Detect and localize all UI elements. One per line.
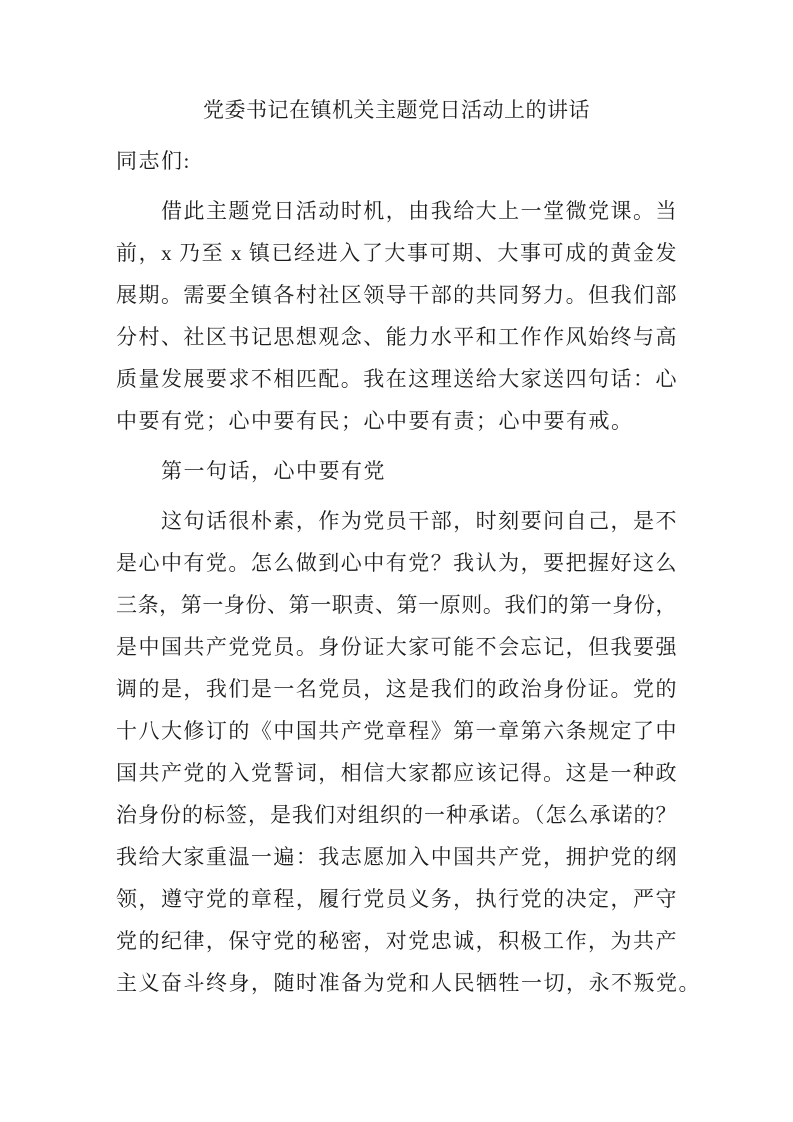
text-line: 这句话很朴素，作为党员干部，时刻要问自己，是不 xyxy=(161,509,677,533)
document-title: 党委书记在镇机关主题党日活动上的讲话 xyxy=(203,98,590,122)
text-line: 领，遵守党的章程，履行党员义务，执行党的决定，严守 xyxy=(116,887,677,911)
text-line: 展期。需要全镇各村社区领导干部的共同努力。但我们部 xyxy=(116,283,677,307)
text-line: 我给大家重温一遍：我志愿加入中国共产党，拥护党的纲 xyxy=(116,845,677,869)
text-line: 调的是，我们是一名党员，这是我们的政治身份证。党的 xyxy=(116,677,677,701)
text-line: 借此主题党日活动时机，由我给大上一堂微党课。当 xyxy=(161,199,677,223)
text-line: 党的纪律，保守党的秘密，对党忠诚，积极工作，为共产 xyxy=(116,929,677,953)
paragraph-section-1-body xyxy=(116,500,701,1004)
text-line: 主义奋斗终身，随时准备为党和人民牺牲一切，永不叛党。 xyxy=(116,971,701,995)
text-line: 质量发展要求不相匹配。我在这理送给大家送四句话：心 xyxy=(116,367,677,391)
text-line: 前，x 乃至 x 镇已经进入了大事可期、大事可成的黄金发 xyxy=(116,241,677,265)
text-line: 是心中有党。怎么做到心中有党？我认为，要把握好这么 xyxy=(116,551,677,575)
section-heading-1 xyxy=(116,450,677,492)
text-line: 治身份的标签，是我们对组织的一种承诺。（怎么承诺的？ xyxy=(116,803,677,827)
text-line: 国共产党的入党誓词，相信大家都应该记得。这是一种政 xyxy=(116,761,677,785)
text-line: 十八大修订的《中国共产党章程》第一章第六条规定了中 xyxy=(116,719,677,743)
paragraph-intro xyxy=(116,190,677,442)
text-line: 是中国共产党党员。身份证大家可能不会忘记，但我要强 xyxy=(116,635,677,659)
salutation: 同志们: xyxy=(116,149,191,173)
text-line: 中要有党；心中要有民；心中要有责；心中要有戒。 xyxy=(116,409,634,433)
text-line: 第一句话，心中要有党 xyxy=(161,459,386,483)
document-body xyxy=(116,190,701,1004)
text-line: 三条，第一身份、第一职责、第一原则。我们的第一身份， xyxy=(116,593,677,617)
text-line: 分村、社区书记思想观念、能力水平和工作作风始终与高 xyxy=(116,325,677,349)
